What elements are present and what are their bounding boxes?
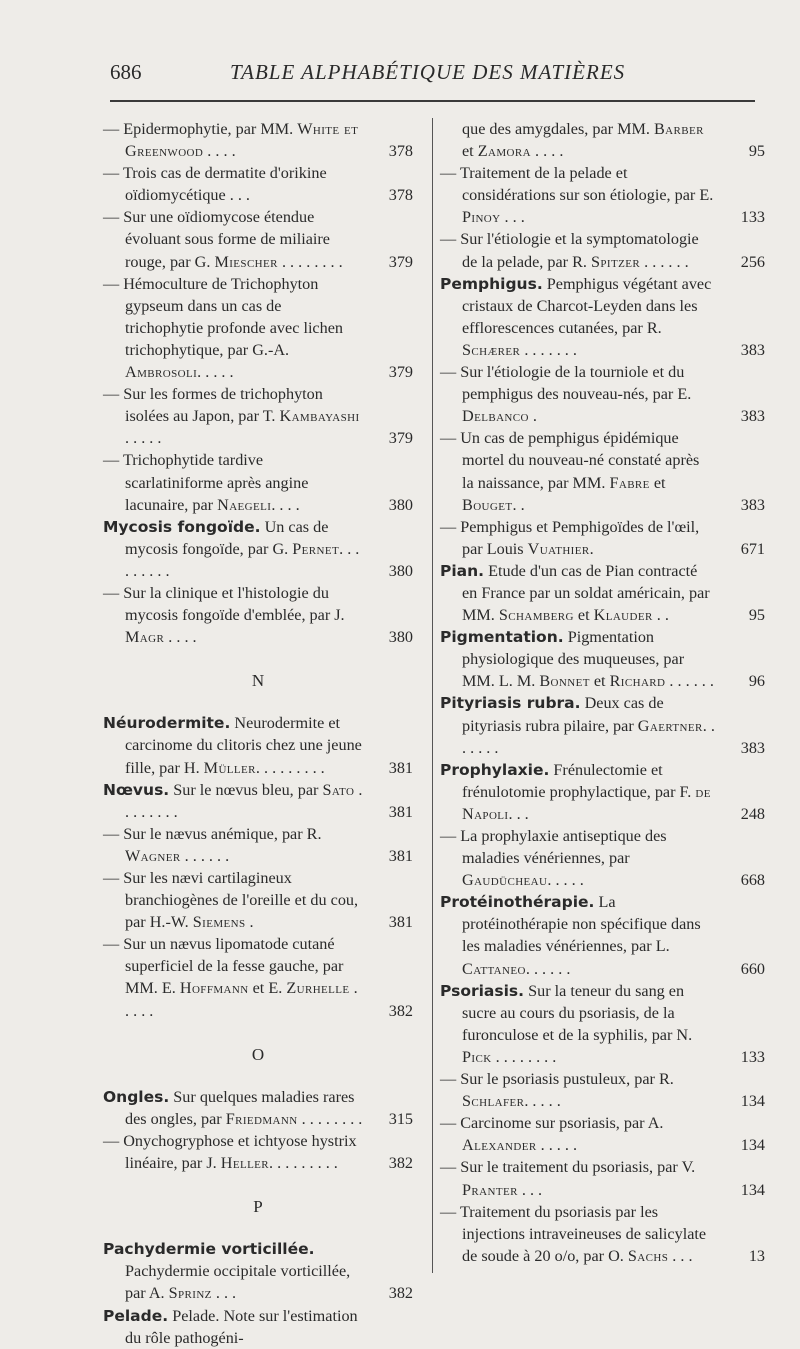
- index-entry: [103, 383, 413, 449]
- index-entry: [440, 427, 765, 515]
- entry-keyword: Pemphigus.: [440, 274, 543, 293]
- index-heading-entry: [440, 626, 765, 692]
- entry-keyword: Pelade.: [103, 1306, 169, 1325]
- author-name: Siemens: [192, 913, 246, 932]
- entry-description: — Epidermophytie, par MM.: [103, 120, 298, 138]
- running-title: TABLE ALPHABÉTIQUE DES MATIÈRES: [230, 60, 626, 84]
- page-number: 686: [110, 60, 142, 84]
- leader-dots: . . . .: [271, 495, 300, 514]
- entry-description: Un cas de mycosis fongoïde, par G.: [125, 517, 329, 558]
- entry-connector: et: [589, 672, 610, 691]
- page-reference: 381: [388, 846, 413, 865]
- entry-description: — Sur une oïdiomycose étendue évoluant sous forme de miliaire rouge, par G.: [103, 208, 330, 271]
- author-name: Ambrosoli: [125, 363, 198, 382]
- author-name: Zurhelle: [286, 979, 350, 998]
- section-letter: O: [251, 1044, 265, 1064]
- entry-description: Etude d'un cas de Pian contracté en France par un soldat américain, par MM.: [462, 561, 710, 625]
- index-entry: [103, 867, 413, 933]
- entry-text: [440, 1112, 765, 1156]
- entry-keyword: Protéinothérapie.: [440, 893, 595, 912]
- leader-dots: . . . . .: [125, 429, 162, 448]
- entry-description: Sur quelques maladies rares des ongles, par: [125, 1087, 355, 1128]
- leader-dots: . .: [512, 495, 525, 514]
- entry-connector: et E.: [248, 979, 287, 998]
- entry-description: Pigmentation physiologique des muqueuses, par MM. L. M.: [462, 628, 685, 691]
- entry-description: — Hémoculture de Trichophyton gypseum dans un cas de trichophytie profonde avec lichen trichophytique, par G.-A.: [103, 274, 343, 359]
- page-reference: 315: [388, 1109, 413, 1128]
- index-entry: [103, 933, 413, 1021]
- entry-description: Deux cas de pityriasis rubra pilaire, par: [462, 694, 664, 735]
- entry-description: — Un cas de pemphigus épidémique mortel du nouveau-né constaté après la naissance, par MM.: [440, 429, 700, 492]
- page-reference: 378: [388, 186, 413, 205]
- right-column: [440, 118, 765, 1267]
- author-name: Wagner: [125, 846, 181, 865]
- entry-text: [440, 626, 765, 692]
- entry-description: — Sur l'étiologie de la tourniole et du pemphigus des nouveau-nés, par E.: [440, 363, 692, 404]
- index-entry: [440, 228, 765, 272]
- index-heading-entry: [103, 712, 413, 778]
- entry-description: — Pemphigus et Pemphigoïdes de l'œil, par Louis: [440, 517, 700, 558]
- index-heading-entry: [103, 1086, 413, 1130]
- page-reference: 380: [388, 561, 413, 580]
- page-reference: 379: [388, 252, 413, 271]
- author-name: Richard: [609, 672, 666, 691]
- author-name: Klauder: [593, 606, 653, 625]
- entry-description: Pachydermie occipitale vorticillée, par A.: [125, 1262, 351, 1303]
- author-name: Bouget: [462, 495, 513, 514]
- entry-text: [440, 427, 765, 515]
- entry-description: que des amygdales, par MM.: [462, 120, 654, 138]
- page-reference: 379: [388, 429, 413, 448]
- index-entry: [440, 1201, 765, 1267]
- index-entry: [103, 449, 413, 515]
- page-reference: 381: [388, 758, 413, 777]
- leader-dots: . . . . .: [547, 871, 584, 890]
- entry-description: Neurodermite et carcinome du clitoris chez une jeune fille, par H.: [125, 714, 362, 777]
- entry-description: — Sur le nævus anémique, par R.: [103, 824, 322, 843]
- author-name: Naegeli: [217, 495, 272, 514]
- entry-description: — Sur les formes de trichophyton isolées au Japon, par T.: [103, 385, 323, 426]
- column-divider: [432, 118, 433, 1273]
- leader-dots: . . . . . . . .: [297, 1109, 363, 1128]
- leader-dots: . . . . . .: [665, 672, 714, 691]
- entry-description: — Sur un nævus lipomatode cutané superficiel de la fesse gauche, par MM. E.: [103, 935, 344, 998]
- leader-dots: . . .: [500, 208, 525, 227]
- page-reference: 660: [740, 959, 765, 978]
- index-heading-entry: [440, 692, 765, 758]
- entry-text: [440, 118, 765, 162]
- entry-keyword: Pigmentation.: [440, 628, 564, 647]
- index-entry: [440, 1068, 765, 1112]
- author-name: Bonnet: [539, 672, 590, 691]
- index-entry: [103, 1130, 413, 1174]
- author-name: Schlafer: [462, 1092, 525, 1111]
- entry-text: [440, 273, 765, 361]
- author-name: Friedmann: [225, 1109, 298, 1128]
- index-heading-entry: [440, 560, 765, 626]
- author-name: Delbanco: [462, 407, 529, 426]
- page-reference: 381: [388, 913, 413, 932]
- page-reference: 133: [740, 1047, 765, 1066]
- entry-keyword: Nœvus.: [103, 780, 170, 799]
- entry-text: [103, 1305, 413, 1349]
- leader-dots: . . . . . . . .: [277, 252, 343, 271]
- entry-keyword: Psoriasis.: [440, 981, 525, 1000]
- leader-dots: . .: [652, 606, 669, 625]
- index-heading-entry: [440, 759, 765, 825]
- author-name: Hoffmann: [179, 979, 249, 998]
- author-name: Sprinz: [168, 1284, 212, 1303]
- page-reference: 668: [740, 871, 765, 890]
- page-reference: 134: [740, 1180, 765, 1199]
- index-heading-entry: [103, 516, 413, 582]
- page-header: [110, 60, 750, 92]
- entry-description: — Onychogryphose et ichtyose hystrix linéaire, par J.: [103, 1131, 357, 1173]
- leader-dots: . . . . . . .: [462, 716, 715, 757]
- page-reference: 378: [388, 142, 413, 161]
- page-reference: 134: [740, 1136, 765, 1155]
- page-reference: 381: [388, 802, 413, 821]
- section-letter: P: [253, 1197, 263, 1217]
- header-rule: [110, 100, 755, 102]
- entry-text: [440, 560, 765, 626]
- author-name: Kambayashi: [279, 407, 360, 426]
- section-letter: N: [251, 671, 265, 691]
- entry-description: Pelade. Note sur l'estimation du rôle pathogéni-: [125, 1306, 358, 1347]
- author-name: Alexander: [462, 1136, 537, 1155]
- leader-dots: .: [589, 539, 594, 558]
- index-heading-entry: [440, 891, 765, 979]
- author-name: Heller: [220, 1154, 270, 1173]
- entry-keyword: Mycosis fongoïde.: [103, 517, 261, 536]
- page-reference: 133: [740, 208, 765, 227]
- leader-dots: . . . .: [164, 628, 197, 647]
- entry-description: — Sur le traitement du psoriasis, par V.: [440, 1158, 696, 1177]
- entry-text: [440, 692, 765, 758]
- entry-description: — Sur les nævi cartilagineux branchiogènes de l'oreille et du cou, par H.-W.: [103, 869, 359, 932]
- index-heading-entry: [103, 1238, 413, 1304]
- index-entry: [440, 162, 765, 228]
- entry-text: [440, 1156, 765, 1200]
- leader-dots: . . . . . . . .: [125, 780, 363, 821]
- page-reference: 96: [748, 672, 765, 691]
- entry-text: [440, 228, 765, 272]
- leader-dots: . . . . .: [125, 979, 358, 1020]
- author-name: Gaertner: [637, 716, 703, 735]
- entry-description: — Trichophytide tardive scarlatiniforme après angine lacunaire, par: [103, 451, 309, 514]
- entry-description: La protéinothérapie non spécifique dans les maladies vénériennes, par L.: [462, 893, 701, 956]
- entry-connector: et: [573, 606, 594, 625]
- entry-text: [440, 1068, 765, 1112]
- page-reference: 383: [740, 738, 765, 757]
- author-name: White et Greenwood: [125, 120, 359, 161]
- leader-dots: . . . .: [203, 142, 236, 161]
- index-entry: [103, 162, 413, 206]
- leader-dots: . . .: [517, 1180, 543, 1199]
- leader-dots: . . . . . . . . .: [255, 758, 325, 777]
- leader-dots: . . . .: [530, 142, 564, 161]
- index-entry: [440, 361, 765, 427]
- entry-text: [440, 1201, 765, 1267]
- index-entry: [103, 273, 413, 383]
- page-reference: 380: [388, 628, 413, 647]
- author-name: Vuathier: [527, 539, 590, 558]
- index-entry: [440, 1112, 765, 1156]
- page-reference: 383: [740, 495, 765, 514]
- author-name: Schamberg: [498, 606, 574, 625]
- page-reference: 95: [748, 606, 765, 625]
- entry-description: — La prophylaxie antiseptique des maladies vénériennes, par: [440, 827, 667, 868]
- leader-dots: .: [245, 913, 254, 932]
- entry-description: Sur la teneur du sang en sucre au cours du psoriasis, de la furonculose et de la syphilis, par N.: [462, 981, 693, 1044]
- index-entry: [440, 1156, 765, 1200]
- leader-dots: . . .: [508, 804, 529, 823]
- leader-dots: . . . . .: [536, 1136, 578, 1155]
- leader-dots: . . . . . .: [180, 846, 230, 865]
- entry-keyword: Pityriasis rubra.: [440, 694, 581, 713]
- page-reference: 382: [388, 1284, 413, 1303]
- index-entry: [103, 582, 413, 648]
- page-reference: 248: [740, 804, 765, 823]
- author-name: Sachs: [627, 1246, 669, 1265]
- leader-dots: . . . . . . . . .: [269, 1154, 338, 1173]
- page-reference: 256: [740, 252, 765, 271]
- page-reference: 134: [740, 1092, 765, 1111]
- leader-dots: .: [528, 407, 537, 426]
- page-reference: 671: [740, 539, 765, 558]
- entry-text: [440, 825, 765, 891]
- page-reference: 383: [740, 407, 765, 426]
- left-column: [103, 118, 413, 1349]
- author-name: Pinoy: [462, 208, 501, 227]
- entry-description: — Carcinome sur psoriasis, par A.: [440, 1114, 664, 1133]
- index-entry: [440, 516, 765, 560]
- page-reference: 380: [388, 495, 413, 514]
- index-entry: [103, 206, 413, 272]
- entry-description: — Sur la clinique et l'histologie du mycosis fongoïde d'emblée, par J.: [103, 583, 345, 625]
- author-name: Fabre: [609, 473, 650, 492]
- leader-dots: . . . . .: [524, 1092, 561, 1111]
- index-heading-entry: [440, 980, 765, 1068]
- page-reference: 383: [740, 340, 765, 359]
- entry-text: [440, 759, 765, 825]
- entry-description: Pemphigus végétant avec cristaux de Charcot-Leyden dans les efflorescences cutanées, par R.: [462, 274, 712, 337]
- author-name: Zamora: [477, 142, 531, 161]
- author-name: Magr: [125, 628, 165, 647]
- entry-keyword: Prophylaxie.: [440, 760, 550, 779]
- entry-description: Frénulectomie et frénulotomie prophylactique, par F.: [462, 760, 696, 801]
- entry-description: — Traitement du psoriasis par les injections intraveineuses de salicylate de soude à 20 o/o, par O.: [440, 1202, 707, 1265]
- index-heading-entry: [103, 779, 413, 823]
- entry-text: [440, 361, 765, 427]
- author-name: Spitzer: [591, 252, 641, 271]
- page-reference: 382: [388, 1001, 413, 1020]
- entry-connector: et: [462, 142, 478, 161]
- page-reference: 13: [748, 1246, 765, 1265]
- author-name: Sato: [322, 780, 355, 799]
- entry-text: [440, 891, 765, 979]
- leader-dots: . . .: [668, 1246, 693, 1265]
- entry-description: — Traitement de la pelade et considérations sur son étiologie, par E.: [440, 164, 714, 205]
- page-reference: 379: [388, 363, 413, 382]
- entry-description: — Sur l'étiologie et la symptomatologie de la pelade, par R.: [440, 230, 699, 271]
- author-name: Gaudücheau: [462, 871, 548, 890]
- author-name: Cattaneo: [462, 959, 526, 978]
- leader-dots: . . . . . . . .: [491, 1047, 557, 1066]
- author-name: Pranter: [462, 1180, 518, 1199]
- leader-dots: . . . . . . . . .: [125, 539, 360, 580]
- author-name: Barber: [653, 120, 704, 138]
- index-entry: [103, 823, 413, 867]
- leader-dots: . . . . .: [197, 363, 234, 382]
- leader-dots: . . . . . .: [525, 959, 571, 978]
- page-reference: 95: [748, 142, 765, 161]
- index-entry: [440, 118, 765, 162]
- entry-text: [440, 162, 765, 228]
- entry-keyword: Néurodermite.: [103, 714, 231, 733]
- leader-dots: . . . . . . .: [520, 340, 577, 359]
- author-name: Pick: [462, 1047, 492, 1066]
- entry-keyword: Pachydermie vorticillée.: [103, 1240, 315, 1259]
- index-heading-entry: [440, 273, 765, 361]
- entry-text: [440, 980, 765, 1068]
- entry-keyword: Pian.: [440, 561, 485, 580]
- leader-dots: . . .: [211, 1284, 237, 1303]
- entry-description: — Trois cas de dermatite d'orikine oïdiomycétique . . .: [103, 164, 327, 205]
- index-heading-entry: [103, 1305, 413, 1349]
- entry-description: — Sur le psoriasis pustuleux, par R.: [440, 1070, 674, 1089]
- index-entry: [103, 118, 413, 162]
- author-name: de Napoli: [462, 782, 711, 823]
- entry-description: Sur le nœvus bleu, par: [169, 780, 323, 799]
- entry-text: [440, 516, 765, 560]
- entry-connector: et: [649, 473, 666, 492]
- author-name: Pernet: [292, 539, 340, 558]
- entry-keyword: Ongles.: [103, 1087, 170, 1106]
- author-name: Miescher: [214, 252, 278, 271]
- leader-dots: . . . . . .: [640, 252, 689, 271]
- author-name: Schærer: [462, 340, 521, 359]
- page-reference: 382: [388, 1154, 413, 1173]
- author-name: Müller: [203, 758, 256, 777]
- index-entry: [440, 825, 765, 891]
